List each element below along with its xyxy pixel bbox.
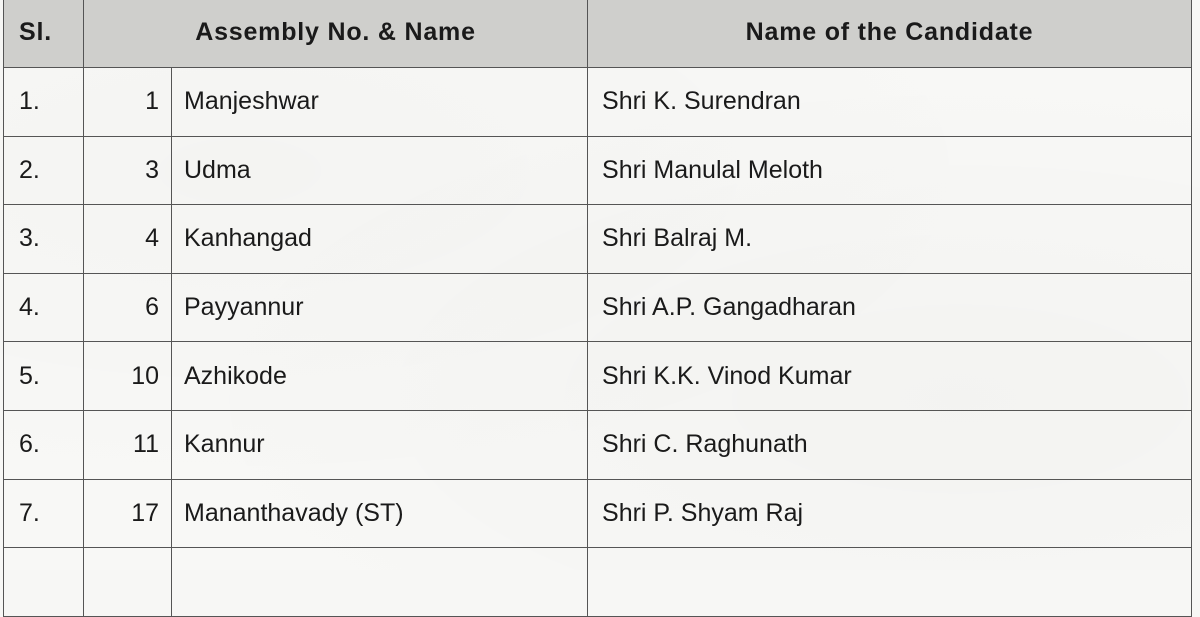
header-sl: Sl.: [4, 0, 84, 68]
table-row: [4, 548, 1192, 617]
table-row: [4, 68, 1192, 137]
table-row: [4, 136, 1192, 205]
cell-candidate: Shri A.P. Gangadharan: [588, 273, 1192, 342]
cell-candidate: Shri K. Surendran: [588, 68, 1192, 137]
table-row: [4, 273, 1192, 342]
cell-assembly-no: 17: [84, 479, 172, 548]
cell-candidate: Shri Balraj M.: [588, 205, 1192, 274]
cell-assembly-no: 6: [84, 273, 172, 342]
table-row: [4, 479, 1192, 548]
cell-candidate: Shri C. Raghunath: [588, 410, 1192, 479]
header-assembly: Assembly No. & Name: [84, 0, 588, 68]
cell-assembly-no: 10: [84, 342, 172, 411]
cell-sl: 5.: [4, 342, 84, 411]
table-header-row: [4, 0, 1192, 68]
cell-assembly-no: 11: [84, 410, 172, 479]
table-row: [4, 342, 1192, 411]
cell-sl: [4, 548, 84, 617]
cell-sl: 4.: [4, 273, 84, 342]
cell-sl: 2.: [4, 136, 84, 205]
cell-sl: 3.: [4, 205, 84, 274]
cell-assembly-name: Payyannur: [172, 273, 588, 342]
header-candidate: Name of the Candidate: [588, 0, 1192, 68]
cell-assembly-name: Azhikode: [172, 342, 588, 411]
candidates-table: [3, 0, 1192, 617]
table-row: [4, 410, 1192, 479]
cell-candidate: [588, 548, 1192, 617]
cell-assembly-no: [84, 548, 172, 617]
cell-sl: 1.: [4, 68, 84, 137]
cell-sl: 7.: [4, 479, 84, 548]
cell-assembly-no: 1: [84, 68, 172, 137]
table-row: [4, 205, 1192, 274]
cell-candidate: Shri P. Shyam Raj: [588, 479, 1192, 548]
cell-candidate: Shri Manulal Meloth: [588, 136, 1192, 205]
cell-assembly-name: Manjeshwar: [172, 68, 588, 137]
cell-assembly-name: Kannur: [172, 410, 588, 479]
cell-assembly-name: [172, 548, 588, 617]
cell-candidate: Shri K.K. Vinod Kumar: [588, 342, 1192, 411]
cell-assembly-no: 4: [84, 205, 172, 274]
cell-assembly-name: Udma: [172, 136, 588, 205]
cell-assembly-name: Mananthavady (ST): [172, 479, 588, 548]
cell-assembly-name: Kanhangad: [172, 205, 588, 274]
cell-sl: 6.: [4, 410, 84, 479]
cell-assembly-no: 3: [84, 136, 172, 205]
